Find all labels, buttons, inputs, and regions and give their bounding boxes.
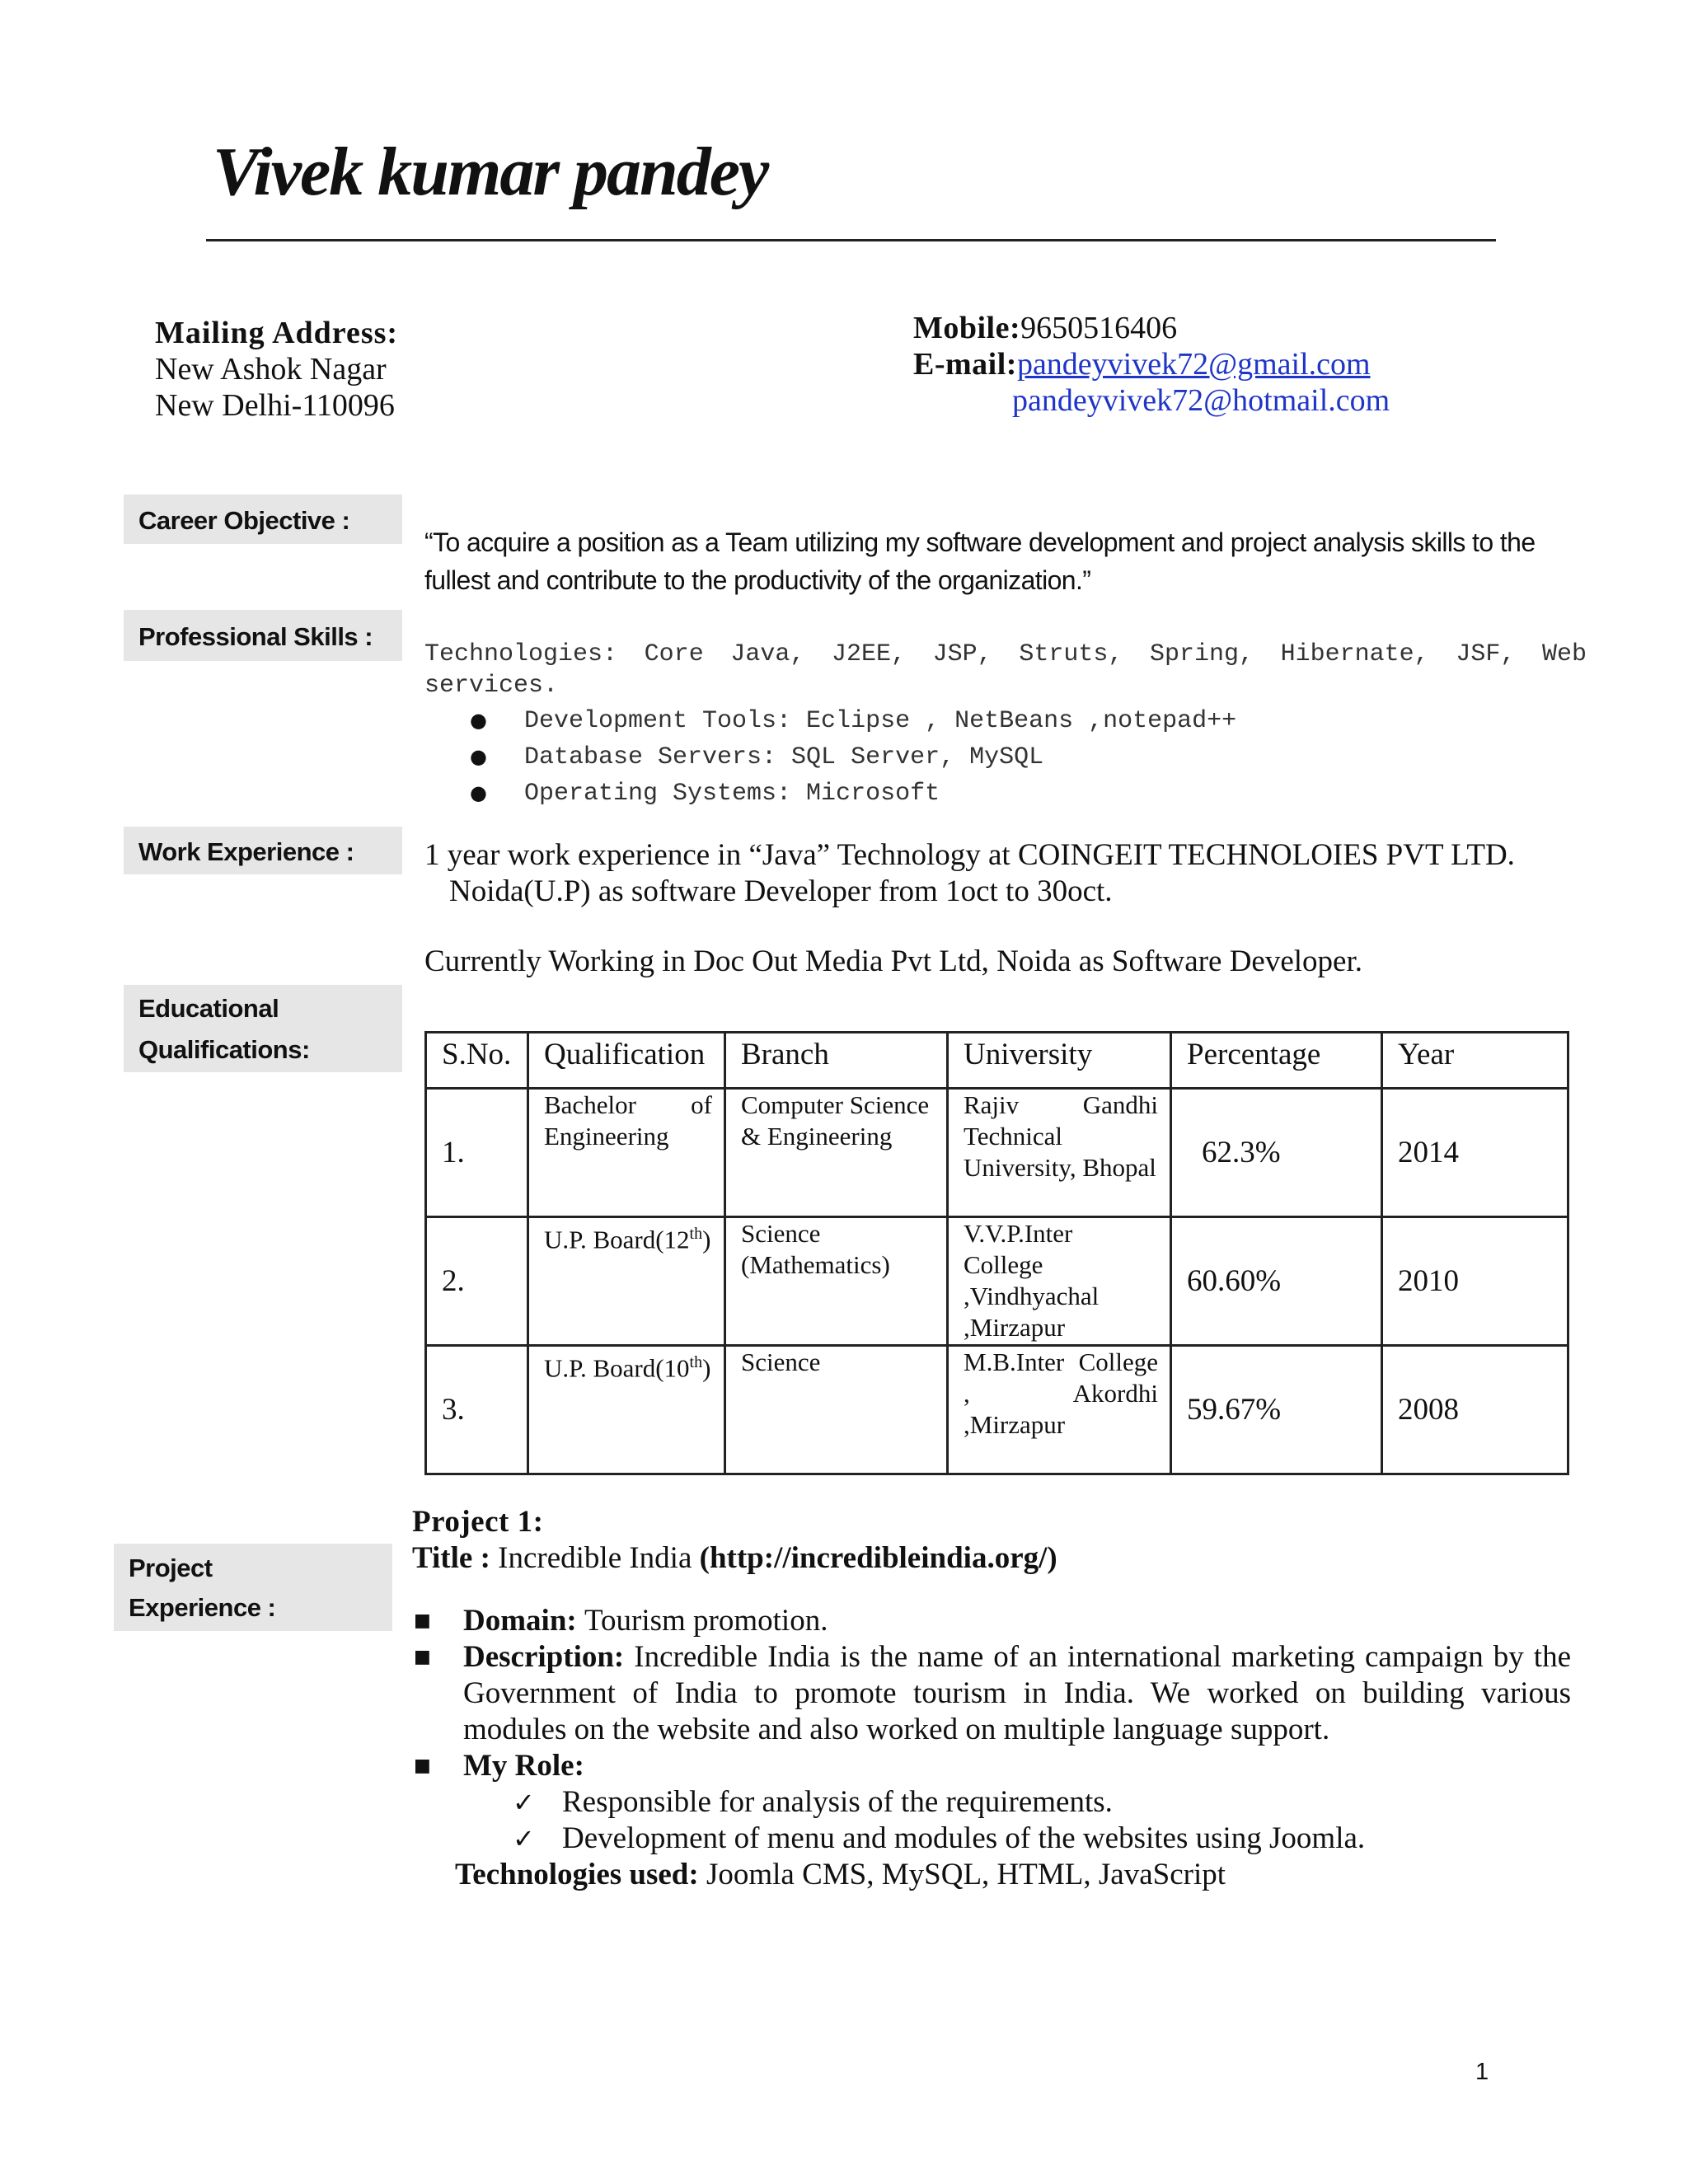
header-percentage: Percentage xyxy=(1171,1033,1382,1089)
bullet-icon: ● xyxy=(470,781,487,804)
checkmark-icon: ✓ xyxy=(513,1823,535,1854)
cell-qualification: Bachelor of Engineering xyxy=(528,1089,725,1217)
educational-label-line-1: Educational xyxy=(138,994,279,1023)
role-item: ✓ Responsible for analysis of the requirements. xyxy=(513,1785,1113,1819)
table-row xyxy=(426,1089,1568,1217)
header-qualification: Qualification xyxy=(528,1033,725,1089)
header-sno: S.No. xyxy=(426,1033,528,1089)
cell-university: M.B.Inter College , Akordhi ,Mirzapur xyxy=(948,1346,1171,1474)
current-job-text: Currently Working in Doc Out Media Pvt Ltd, Noida as Software Developer. xyxy=(424,944,1362,978)
bullet-icon: ● xyxy=(470,709,487,732)
cell-university: Rajiv Gandhi Technical University, Bhopal xyxy=(948,1089,1171,1217)
project-role: ■ My Role: xyxy=(414,1749,584,1783)
page-number: 1 xyxy=(1475,2059,1489,2085)
table-row xyxy=(426,1217,1568,1346)
cell-branch: Computer Science & Engineering xyxy=(725,1089,948,1217)
cell-sno: 1. xyxy=(426,1089,528,1217)
work-line-2: Noida(U.P) as software Developer from 1oct to 30oct. xyxy=(449,874,1113,908)
mobile-number: 9650516406 xyxy=(1020,311,1178,345)
cell-percentage: 59.67% xyxy=(1171,1346,1382,1474)
square-bullet-icon: ■ xyxy=(414,1755,431,1776)
candidate-name: Vivek kumar pandey xyxy=(213,134,768,210)
square-bullet-icon: ■ xyxy=(414,1647,431,1667)
career-objective-text: “To acquire a position as a Team utilizing my software development and project analysis skills to the fullest and contribute to the productivity of the organization.” xyxy=(424,527,1536,595)
skills-list xyxy=(470,702,1236,811)
skills-list-item: ● Development Tools: Eclipse , NetBeans ,notepad++ xyxy=(470,702,1236,738)
skills-list-item: ● Operating Systems: Microsoft xyxy=(470,775,1236,811)
project-experience-label xyxy=(114,1544,392,1631)
contact-block xyxy=(913,310,1390,419)
cell-branch: Science (Mathematics) xyxy=(725,1217,948,1346)
mailing-address xyxy=(155,315,398,424)
square-bullet-icon: ■ xyxy=(414,1610,431,1631)
skills-list-item: ● Database Servers: SQL Server, MySQL xyxy=(470,738,1236,775)
work-experience-label: Work Experience : xyxy=(124,827,402,874)
role-item: ✓ Development of menu and modules of the websites using Joomla. xyxy=(513,1821,1366,1855)
project-section xyxy=(412,1504,1582,1893)
header-rule xyxy=(206,239,1496,241)
cell-year: 2008 xyxy=(1382,1346,1568,1474)
project-description: ■ Description: Incredible India is the name of an international marketing campaign by the Government of India to promote tourism in India. We worked on building various modules on the website and also worked on multiple language support. xyxy=(414,1640,1571,1746)
project-label-line-1: Project xyxy=(129,1554,213,1582)
email-link-gmail[interactable]: pandeyvivek72@gmail.com xyxy=(1016,347,1371,382)
cell-sno: 2. xyxy=(426,1217,528,1346)
project-label-line-2: Experience : xyxy=(129,1593,276,1622)
cell-year: 2010 xyxy=(1382,1217,1568,1346)
cell-percentage: 62.3% xyxy=(1171,1089,1382,1217)
work-line-1: 1 year work experience in “Java” Technology at COINGEIT TECHNOLOIES PVT LTD. xyxy=(424,838,1515,872)
email-label: E-mail: xyxy=(913,347,1017,382)
cell-percentage: 60.60% xyxy=(1171,1217,1382,1346)
mobile-line xyxy=(913,310,1390,346)
education-table xyxy=(424,1031,1569,1475)
professional-skills-label: Professional Skills : xyxy=(124,610,402,661)
checkmark-icon: ✓ xyxy=(513,1787,535,1818)
project-heading: Project 1: xyxy=(412,1505,544,1539)
cell-year: 2014 xyxy=(1382,1089,1568,1217)
header-branch: Branch xyxy=(725,1033,948,1089)
mobile-label: Mobile: xyxy=(913,311,1021,345)
educational-label-line-2: Qualifications: xyxy=(138,1035,310,1064)
email-line xyxy=(913,346,1390,382)
project-title: Title : Incredible India (http://incredibleindia.org/) xyxy=(412,1541,1057,1575)
cell-qualification: U.P. Board(10th) xyxy=(528,1346,725,1474)
project-url: (http://incredibleindia.org/) xyxy=(699,1541,1057,1575)
educational-qualifications-label xyxy=(124,985,402,1072)
header-year: Year xyxy=(1382,1033,1568,1089)
cell-branch: Science xyxy=(725,1346,948,1474)
email-link-hotmail[interactable]: pandeyvivek72@hotmail.com xyxy=(1012,383,1390,418)
career-objective-label: Career Objective : xyxy=(124,494,402,544)
work-experience-text xyxy=(424,837,1515,910)
project-domain: ■ Domain: Tourism promotion. xyxy=(414,1604,828,1638)
cell-university: V.V.P.Inter College ,Vindhyachal ,Mirzapur xyxy=(948,1217,1171,1346)
header-university: University xyxy=(948,1033,1171,1089)
address-line-2: New Delhi-110096 xyxy=(155,388,395,423)
cell-sno: 3. xyxy=(426,1346,528,1474)
technologies-text: Technologies: Core Java, J2EE, JSP, Struts, Spring, Hibernate, JSF, Web services. xyxy=(424,640,1587,700)
table-header-row xyxy=(426,1033,1568,1089)
mailing-address-label: Mailing Address: xyxy=(155,316,399,350)
table-row xyxy=(426,1346,1568,1474)
address-line-1: New Ashok Nagar xyxy=(155,352,387,387)
cell-qualification: U.P. Board(12th) xyxy=(528,1217,725,1346)
technologies-used: Technologies used: Joomla CMS, MySQL, HTML, JavaScript xyxy=(455,1858,1226,1891)
bullet-icon: ● xyxy=(470,745,487,768)
